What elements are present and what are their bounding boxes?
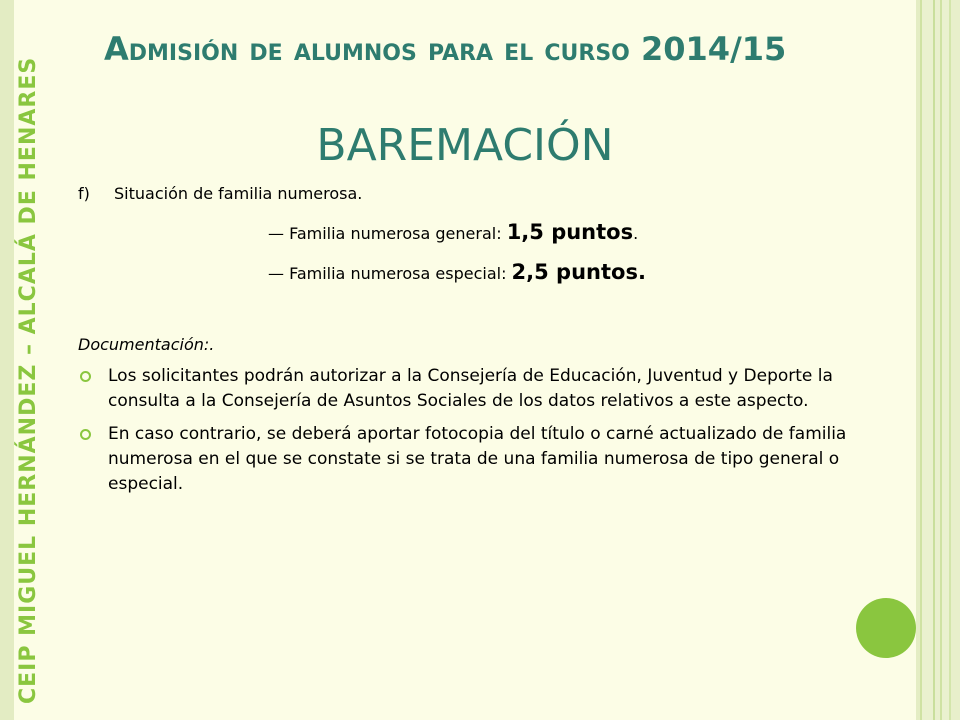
subitem-suffix: . <box>633 224 639 243</box>
list-item <box>78 422 858 497</box>
subitem-points: 2,5 puntos. <box>511 260 646 284</box>
decorative-green-circle <box>856 598 916 658</box>
school-vertical-label: CEIP MIGUEL HERNÁNDEZ – ALCALÁ DE HENARES <box>16 56 41 704</box>
right-decorative-stripes <box>916 0 960 720</box>
subitem-label: — Familia numerosa especial: <box>268 264 512 283</box>
subitem-special <box>268 260 646 284</box>
list-item-text: En caso contrario, se deberá aportar fotocopia del título o carné actualizado de familia numerosa en el que se constate si se trata de una familia numerosa de tipo general o especial. <box>108 424 847 494</box>
list-item-text: Los solicitantes podrán autorizar a la Consejería de Educación, Juventud y Deporte la consulta a la Consejería de Asuntos Sociales de los datos relativos a este aspecto. <box>108 366 833 411</box>
section-heading: BAREMACIÓN <box>316 120 614 171</box>
documentation-list <box>78 364 858 505</box>
criterion-letter: f) <box>78 184 90 203</box>
criterion-item <box>78 184 362 203</box>
circle-bullet-icon <box>80 371 91 382</box>
slide-title: Admisión de alumnos para el curso 2014/15 <box>104 30 787 68</box>
subitem-label: — Familia numerosa general: <box>268 224 507 243</box>
list-item <box>78 364 858 414</box>
documentation-label: Documentación:. <box>78 335 215 354</box>
subitem-general <box>268 220 638 244</box>
subitem-points: 1,5 puntos <box>506 220 634 244</box>
criterion-text: Situación de familia numerosa. <box>114 184 363 203</box>
circle-bullet-icon <box>80 429 91 440</box>
